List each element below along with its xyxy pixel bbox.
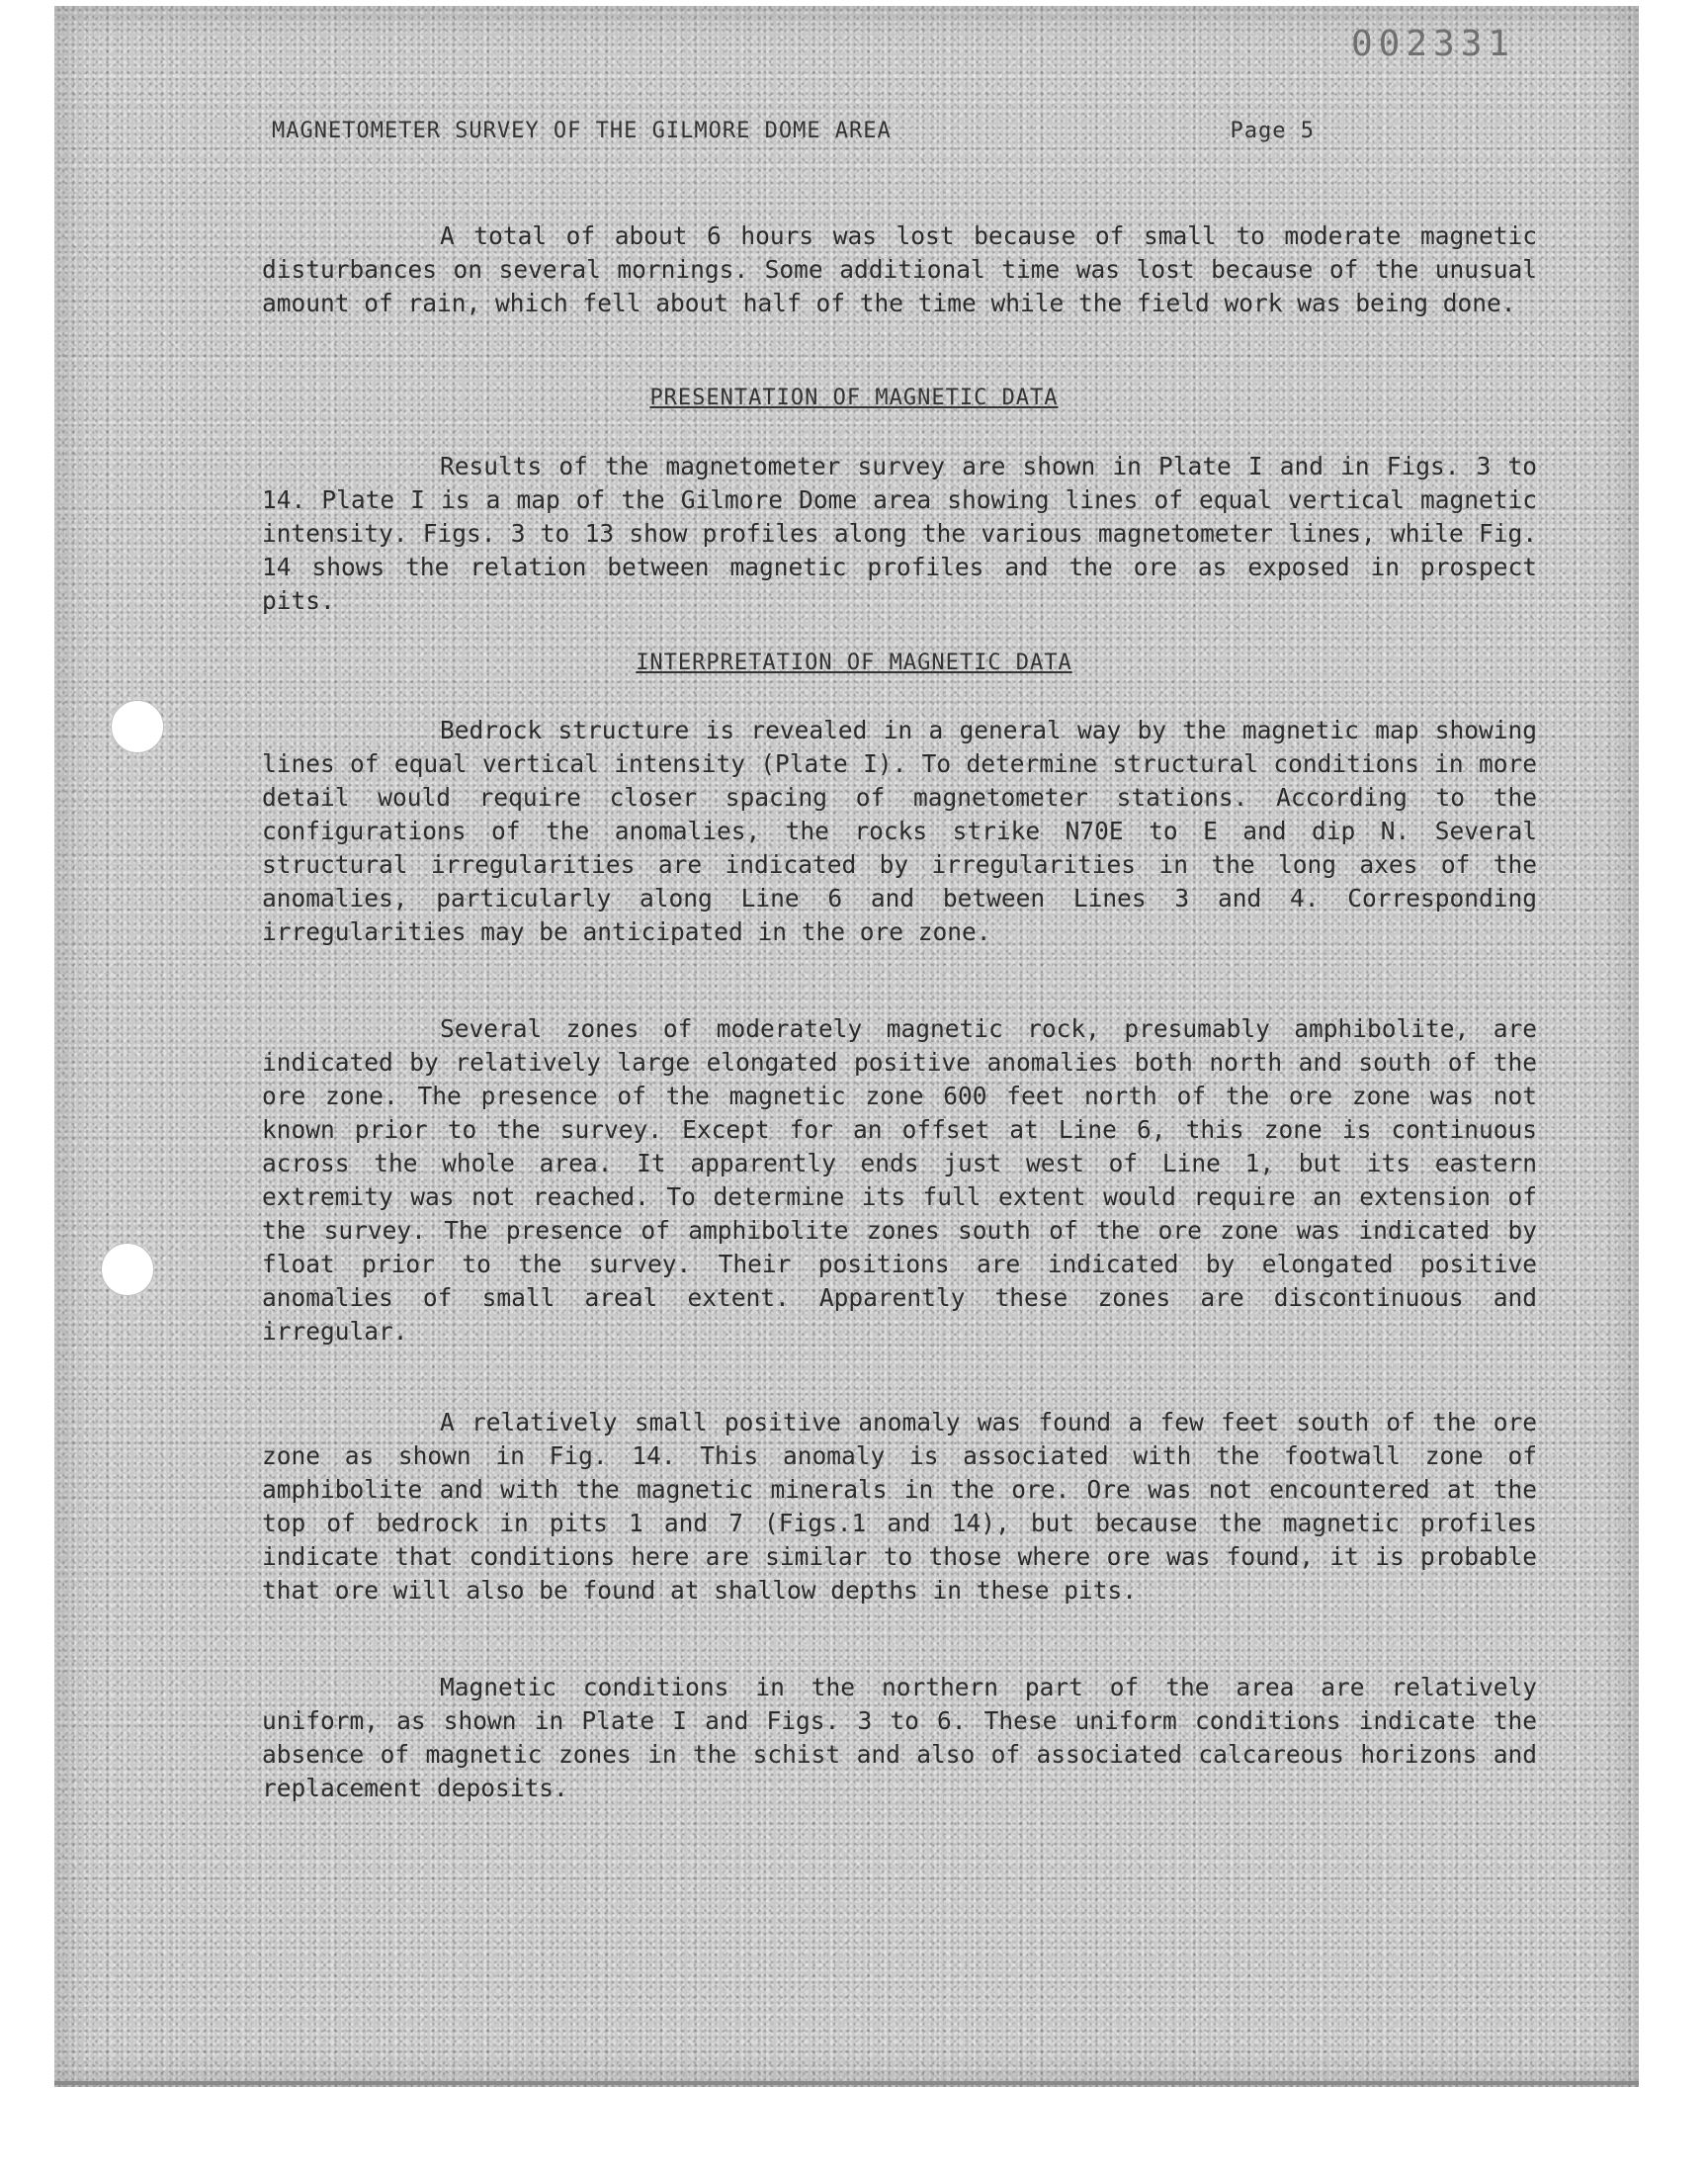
section-heading-presentation: PRESENTATION OF MAGNETIC DATA	[649, 386, 1059, 410]
punch-hole-lower	[101, 1243, 154, 1296]
document-stamp-number: 002331	[1351, 24, 1516, 64]
paragraph-time-lost: A total of about 6 hours was lost because of small to moderate magnetic disturbances on several mornings. Some additional time was lost because of the unusual amount of rain, which fell about half of the time while the field work was being done.	[262, 221, 1537, 317]
page-edge	[54, 2081, 1639, 2085]
page-number: Page 5	[1230, 119, 1315, 143]
punch-hole-upper	[111, 700, 164, 753]
paragraph-northern-conditions: Magnetic conditions in the northern part of the area are relatively uniform, as shown in Plate I and Figs. 3 to 6. These uniform conditions indicate the absence of magnetic zones in the schist and also of associated calcareous horizons and replacement deposits.	[262, 1673, 1537, 1802]
running-header-title: MAGNETOMETER SURVEY OF THE GILMORE DOME AREA	[272, 119, 892, 143]
running-header	[272, 119, 1315, 143]
paragraph-positive-anomaly: A relatively small positive anomaly was found a few feet south of the ore zone as shown in Fig. 14. This anomaly is associated with the footwall zone of amphibolite and with the magnetic minerals in the ore. Ore was not encountered at the top of bedrock in pits 1 and 7 (Figs.1 and 14), but because the magnetic profiles indicate that conditions here are similar to those where ore was found, it is probable that ore will also be found at shallow depths in these pits.	[262, 1408, 1537, 1605]
paragraph-bedrock-structure: Bedrock structure is revealed in a general way by the magnetic map showing lines of equal vertical intensity (Plate I). To determine structural conditions in more detail would require closer spacing of magnetometer stations. According to the configurations of the anomalies, the rocks strike N70E to E and dip N. Several structural irregularities are indicated by irregularities in the long axes of the anomalies, particularly along Line 6 and between Lines 3 and 4. Corresponding irregularities may be anticipated in the ore zone.	[262, 716, 1537, 946]
paragraph-presentation: Results of the magnetometer survey are shown in Plate I and in Figs. 3 to 14. Plate I is a map of the Gilmore Dome area showing lines of equal vertical magnetic intensity. Figs. 3 to 13 show profiles along the various magnetometer lines, while Fig. 14 shows the relation between magnetic profiles and the ore as exposed in prospect pits.	[262, 452, 1537, 615]
paragraph-amphibolite-zones: Several zones of moderately magnetic rock, presumably amphibolite, are indicated by relatively large elongated positive anomalies both north and south of the ore zone. The presence of the magnetic zone 600 feet north of the ore zone was not known prior to the survey. Except for an offset at Line 6, this zone is continuous across the whole area. It apparently ends just west of Line 1, but its eastern extremity was not reached. To determine its full extent would require an extension of the survey. The presence of amphibolite zones south of the ore zone was indicated by float prior to the survey. Their positions are indicated by elongated positive anomalies of small areal extent. Apparently these zones are discontinuous and irregular.	[262, 1014, 1537, 1346]
section-heading-interpretation: INTERPRETATION OF MAGNETIC DATA	[636, 651, 1072, 675]
